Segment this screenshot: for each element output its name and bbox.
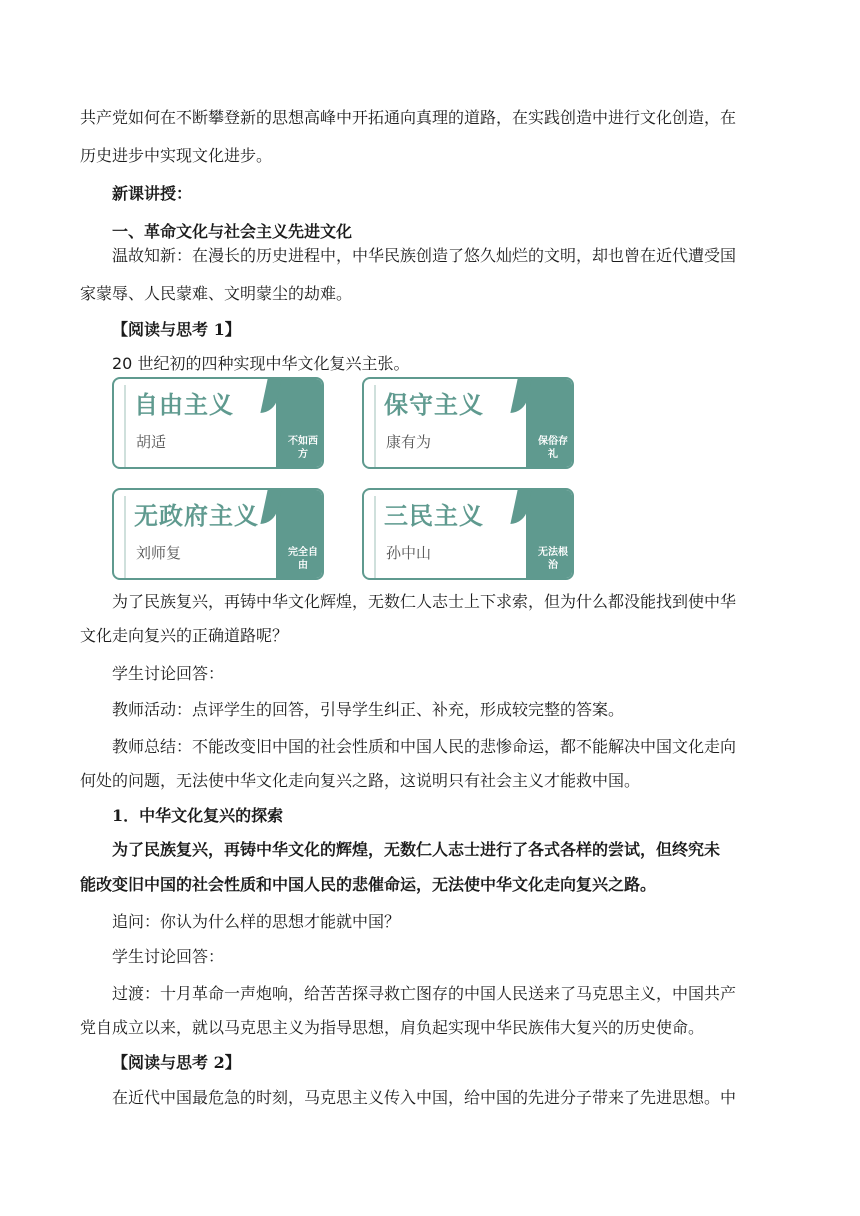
paragraph-line: 在近代中国最危急的时刻，马克思主义传入中国，给中国的先进分子带来了先进思想。中 [112, 1088, 737, 1107]
section-label: 新课讲授： [112, 184, 193, 203]
paragraph-line: 共产党如何在不断攀登新的思想高峰中开拓通向真理的道路，在实践创造中进行文化创造，在 [80, 108, 737, 127]
paragraph-line: 学生讨论回答： [112, 664, 225, 683]
card-title: 三民主义 [384, 502, 484, 530]
paragraph-line: 追问：你认为什么样的思想才能就中国？ [112, 912, 401, 931]
card-title: 无政府主义 [134, 502, 259, 530]
bold-paragraph-line: 为了民族复兴，再铸中华文化的辉煌，无数仁人志士进行了各式各样的尝试，但终究未 [112, 840, 721, 859]
card-note: 不如西方 [288, 436, 318, 460]
paragraph-line: 教师总结：不能改变旧中国的社会性质和中国人民的悲惨命运，都不能解决中国文化走向 [112, 737, 737, 756]
paragraph-line: 过渡：十月革命一声炮响，给苦苦探寻救亡图存的中国人民送来了马克思主义，中国共产 [112, 984, 737, 1003]
card-anarchism [112, 488, 324, 580]
paragraph-line: 家蒙辱、人民蒙难、文明蒙尘的劫难。 [80, 284, 353, 303]
bold-paragraph-line: 能改变旧中国的社会性质和中国人民的悲催命运，无法使中华文化走向复兴之路。 [80, 875, 657, 894]
paragraph-line: 文化走向复兴的正确道路呢？ [80, 626, 289, 645]
card-note: 无法根治 [538, 547, 568, 571]
reading-caption: 20 世纪初的四种实现中华文化复兴主张。 [112, 354, 410, 373]
card-person: 刘师复 [136, 544, 182, 562]
card-rail [124, 496, 126, 578]
card-note: 保俗存礼 [538, 436, 568, 460]
card-note: 完全自由 [288, 547, 318, 571]
card-person: 孙中山 [386, 544, 432, 562]
card-title: 保守主义 [384, 391, 484, 419]
paragraph-line: 为了民族复兴，再铸中华文化辉煌，无数仁人志士上下求索，但为什么都没能找到使中华 [112, 592, 737, 611]
card-rail [374, 496, 376, 578]
paragraph-line: 教师活动：点评学生的回答，引导学生纠正、补充，形成较完整的答案。 [112, 700, 625, 719]
paragraph-line: 历史进步中实现文化进步。 [80, 146, 273, 165]
card-rail [374, 385, 376, 467]
paragraph-line: 何处的问题，无法使中华文化走向复兴之路，这说明只有社会主义才能救中国。 [80, 771, 641, 790]
card-title: 自由主义 [134, 391, 234, 419]
paragraph-line: 党自成立以来，就以马克思主义为指导思想，肩负起实现中华民族伟大复兴的历史使命。 [80, 1018, 705, 1037]
card-rail [124, 385, 126, 467]
card-conservatism [362, 377, 574, 469]
paragraph-line: 学生讨论回答： [112, 947, 225, 966]
subsection-heading: 1．中华文化复兴的探索 [112, 806, 284, 825]
reading-heading: 【阅读与思考 2】 [112, 1053, 241, 1072]
card-person: 康有为 [386, 433, 432, 451]
card-person: 胡适 [136, 433, 167, 451]
card-three-principles [362, 488, 574, 580]
paragraph-line: 温故知新：在漫长的历史进程中，中华民族创造了悠久灿烂的文明，却也曾在近代遭受国 [112, 246, 737, 265]
card-liberalism [112, 377, 324, 469]
section-heading: 一、革命文化与社会主义先进文化 [112, 222, 353, 241]
reading-heading: 【阅读与思考 1】 [112, 320, 241, 339]
